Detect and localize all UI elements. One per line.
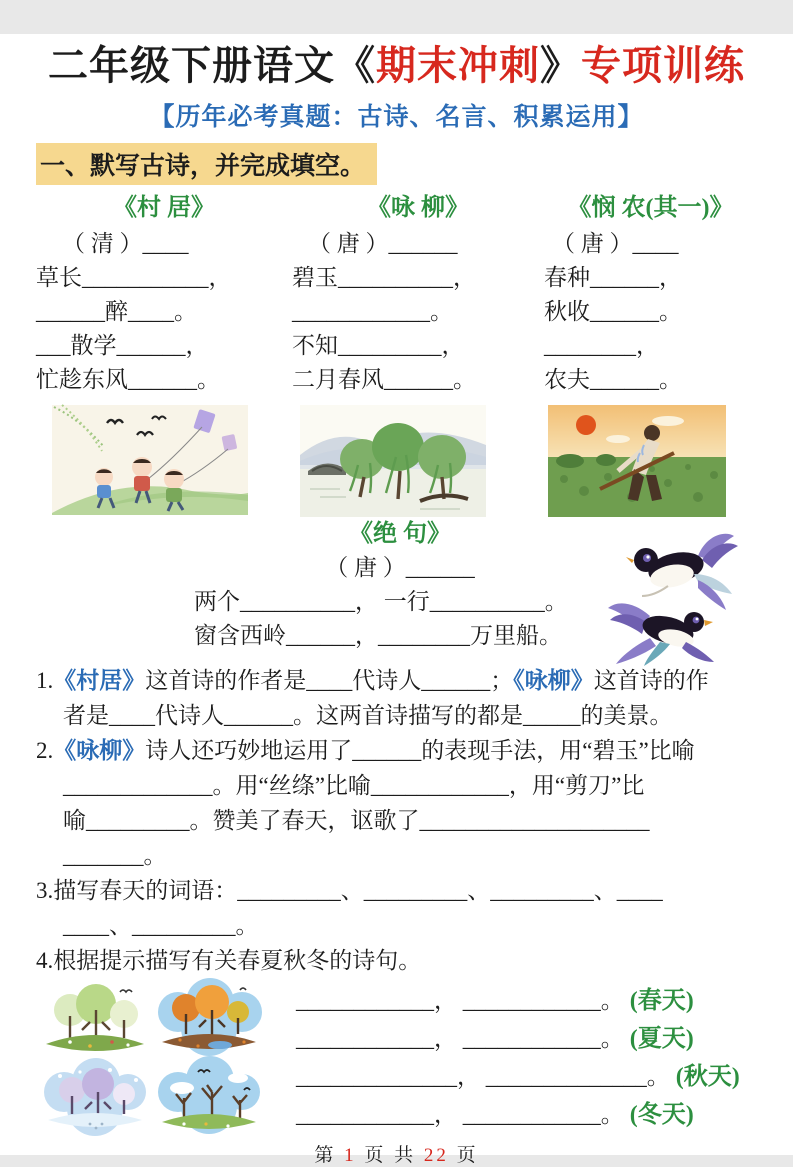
page-title xyxy=(0,34,793,91)
poem-line: 农夫______。 xyxy=(544,367,682,392)
farmer-hoeing-field-illustration xyxy=(548,405,726,517)
season-blanks: ____________， ____________。 xyxy=(296,1102,624,1127)
footer-total-pages: 22 xyxy=(423,1145,449,1166)
seasons-section xyxy=(40,982,757,1136)
question-1-line-2: 者是____代诗人______。这两首诗描写的都是_____的美景。 xyxy=(63,703,673,728)
q2-number: 2. xyxy=(36,738,54,763)
q1-text: 这首诗的作者是____代诗人______； xyxy=(145,668,514,693)
poem-jueju xyxy=(150,517,650,653)
poem-line: ______醉____。 xyxy=(36,299,197,324)
poem-line: 秋收______。 xyxy=(544,299,682,324)
poem-illustrations-row xyxy=(52,405,793,517)
title-part2: 专项训练 xyxy=(581,43,745,88)
season-line-summer xyxy=(296,1020,757,1058)
poem-yongliu-title: 《咏 柳》 xyxy=(367,195,469,221)
poem-line: ____________。 xyxy=(292,299,453,324)
footer-text: 页 共 xyxy=(364,1145,417,1166)
title-highlight: 期末冲刺 xyxy=(376,43,540,88)
poem-cunju-title: 《村 居》 xyxy=(113,195,215,221)
season-blanks: ____________， ____________。 xyxy=(296,988,624,1013)
question-3-line-1 xyxy=(36,873,757,908)
q2-bookname-yongliu: 《咏柳》 xyxy=(53,738,146,763)
question-4-line-1 xyxy=(36,943,757,978)
q1-bookname-cunju: 《村居》 xyxy=(53,668,146,693)
poem-line: 碧玉__________， xyxy=(292,265,476,290)
poem-line: 窗含西岭______，________万里船。 xyxy=(194,623,562,648)
question-3-line-2: ____、_________。 xyxy=(63,913,259,938)
season-line-spring xyxy=(296,982,757,1020)
questions-block xyxy=(36,663,757,978)
willow-river-bridge-illustration xyxy=(300,405,486,517)
q3-text: 描写春天的词语：_________、_________、_________、____ xyxy=(53,878,663,903)
season-line-winter xyxy=(296,1096,757,1134)
question-2-line-1 xyxy=(36,733,757,768)
season-blanks: ____________， ____________。 xyxy=(296,1026,624,1051)
season-label-winter: (冬天) xyxy=(629,1102,694,1128)
q2-text: 诗人还巧妙地运用了______的表现手法，用“碧玉”比喻 xyxy=(145,738,695,763)
section1-heading: 一、默写古诗，并完成填空。 xyxy=(36,143,377,185)
bare-trees-birds-illustration xyxy=(154,1060,264,1136)
q1-bookname-yongliu: 《咏柳》 xyxy=(513,668,594,693)
poem-minnong-author: （ 唐 ）____ xyxy=(552,231,679,256)
poem-line: 春种______， xyxy=(544,265,682,290)
season-line-autumn xyxy=(296,1058,757,1096)
page-footer xyxy=(0,1140,793,1167)
poem-line: 二月春风______。 xyxy=(292,367,476,392)
footer-text: 页 xyxy=(456,1145,479,1166)
poem-line: 不知_________， xyxy=(292,333,465,358)
q4-number: 4. xyxy=(36,948,54,973)
poem-yongliu xyxy=(292,191,544,397)
season-label-spring: (春天) xyxy=(629,988,694,1014)
poem-line: 忙趁东风______。 xyxy=(36,367,220,392)
poem-jueju-author: （ 唐 ）______ xyxy=(325,555,475,580)
poem-line: ___散学______， xyxy=(36,333,209,358)
poem-line: 两个__________， 一行__________。 xyxy=(194,589,568,614)
page-subtitle: 【历年必考真题：古诗、名言、积累运用】 xyxy=(149,104,644,131)
q4-text: 根据提示描写有关春夏秋冬的诗句。 xyxy=(53,948,422,973)
winter-trees-illustration xyxy=(40,1060,150,1136)
children-flying-kites-illustration xyxy=(52,405,248,515)
worksheet-page xyxy=(0,34,793,1166)
question-2-line-4: _______。 xyxy=(63,843,167,868)
autumn-trees-illustration xyxy=(154,982,264,1058)
poem-yongliu-author: （ 唐 ）______ xyxy=(308,231,458,256)
title-bracket-close: 》 xyxy=(540,43,581,88)
question-2-line-3: 喻_________。赞美了春天，讴歌了____________________ xyxy=(63,808,650,833)
poem-minnong-title: 《悯 农(其一)》 xyxy=(567,195,734,221)
season-blanks: ______________， ______________。 xyxy=(296,1064,670,1089)
season-label-summer: (夏天) xyxy=(629,1026,694,1052)
two-magpie-birds-illustration xyxy=(606,530,754,666)
footer-text: 第 xyxy=(314,1145,337,1166)
question-1-line-1 xyxy=(36,663,757,698)
season-blank-lines xyxy=(272,982,757,1136)
poem-jueju-title: 《绝 句》 xyxy=(349,521,451,547)
four-seasons-illustration xyxy=(40,982,272,1136)
title-bracket-open: 《 xyxy=(335,43,376,88)
title-part1: 二年级下册语文 xyxy=(48,43,335,88)
poems-row xyxy=(36,191,757,397)
spring-trees-illustration xyxy=(40,982,150,1058)
poem-minnong xyxy=(544,191,757,397)
poem-line: ________， xyxy=(544,333,659,358)
poem-line: 草长___________， xyxy=(36,265,232,290)
poem-cunju xyxy=(36,191,292,397)
q1-number: 1. xyxy=(36,668,54,693)
q1-text: 这首诗的作 xyxy=(593,668,709,693)
q3-number: 3. xyxy=(36,878,54,903)
question-2-line-2: _____________。用“丝绦”比喻____________，用“剪刀”比 xyxy=(63,773,645,798)
poem-cunju-author: （ 清 ）____ xyxy=(62,231,189,256)
season-label-autumn: (秋天) xyxy=(675,1064,740,1090)
footer-current-page: 1 xyxy=(344,1145,357,1166)
